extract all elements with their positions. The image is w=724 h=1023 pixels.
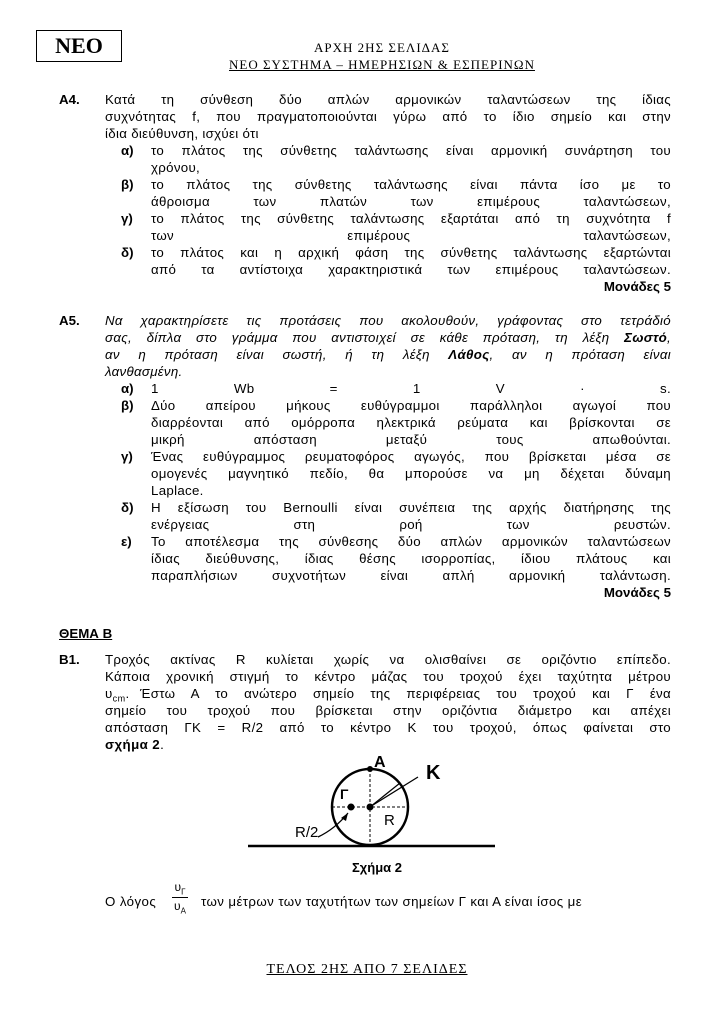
ratio-prefix: Ο λόγος bbox=[105, 894, 157, 909]
a4-option-text: των επιμέρους ταλαντώσεων, bbox=[151, 228, 671, 243]
figure-caption: Σχήμα 2 bbox=[351, 860, 402, 875]
system-heading bbox=[0, 57, 724, 73]
a4-option-label: β) bbox=[121, 177, 134, 192]
a5-option-text: μικρή απόσταση μεταξύ τους απωθούνται. bbox=[151, 432, 671, 447]
page-footer bbox=[0, 962, 724, 978]
label-r-half: R/2 bbox=[295, 824, 319, 841]
a4-option-text: άθροισμα των πλατών των επιμέρους ταλαντώσεων, bbox=[151, 194, 671, 209]
a4-option-text: το πλάτος της σύνθετης ταλάντωσης είναι αρμονική συνάρτηση του bbox=[151, 143, 671, 158]
a5-option-label: α) bbox=[121, 381, 134, 396]
a5-marks: Μονάδες 5 bbox=[603, 585, 671, 600]
a5-option-text: Η εξίσωση του Bernoulli είναι συνέπεια της αρχής διατήρησης της bbox=[151, 500, 671, 515]
a5-option-text: Ένας ευθύγραμμος ρευματοφόρος αγωγός, που βρίσκεται μέσα σε bbox=[151, 449, 671, 464]
a5-intro-line: Να χαρακτηρίσετε τις προτάσεις που ακολουθούν, γράφοντας στο τετράδιό bbox=[105, 313, 671, 328]
label-g: Γ bbox=[340, 786, 349, 802]
ratio-numerator bbox=[172, 880, 188, 898]
a4-marks: Μονάδες 5 bbox=[603, 279, 671, 294]
figure-ref-end: . bbox=[160, 737, 165, 752]
b1-text-line: Κάποια χρονική στιγμή το κέντρο μάζας του τροχού έχει ταχύτητα μέτρου bbox=[105, 669, 671, 684]
wheel-figure bbox=[240, 755, 500, 855]
b1-text-line: σημείο του τροχού που βρίσκεται στην οριζόντια διάμετρο και απέχει bbox=[105, 703, 671, 718]
page-footer-text: ΤΕΛΟΣ 2ΗΣ ΑΠΟ 7 ΣΕΛΙΔΕΣ bbox=[266, 962, 468, 977]
page-start-heading: ΑΡΧΗ 2ΗΣ ΣΕΛΙΔΑΣ bbox=[314, 40, 450, 55]
question-b1-label: Β1. bbox=[59, 652, 80, 667]
label-r: R bbox=[384, 812, 395, 829]
b1-text-line: Έστω Α το ανώτερο σημείο της περιφέρειας του τροχού και Γ ένα bbox=[140, 686, 671, 701]
b1-vcm-symbol: $\upsilon_{cm}$. bbox=[105, 686, 130, 704]
a5-option-label: γ) bbox=[121, 449, 133, 464]
velocity-symbol: υ bbox=[105, 686, 113, 701]
b1-figure-ref bbox=[105, 736, 164, 753]
a5-option-text: ίδιας διεύθυνσης, ίδιας θέσης ισορροπίας, ίδιου πλάτους και bbox=[151, 551, 671, 566]
a4-option-text: χρόνου, bbox=[151, 160, 201, 175]
a5-option-text: ενέργειας στη ροή των ρευστών. bbox=[151, 517, 671, 532]
label-a: A bbox=[374, 755, 386, 771]
a4-intro-line: ίδια διεύθυνση, ισχύει ότι bbox=[105, 126, 259, 141]
a4-intro-line: Κατά τη σύνθεση δύο απλών αρμονικών ταλαντώσεων της ίδιας bbox=[105, 92, 671, 107]
theme-b-heading: ΘΕΜΑ Β bbox=[59, 626, 113, 641]
point-a bbox=[367, 766, 373, 772]
question-a5-label: Α5. bbox=[59, 313, 80, 328]
a5-option-text: Laplace. bbox=[151, 483, 204, 498]
point-g bbox=[348, 804, 355, 811]
a5-option-text: διαρρέονται από ομόρροπα ηλεκτρικά ρεύματα και βρίσκονται σε bbox=[151, 415, 671, 430]
a4-option-label: γ) bbox=[121, 211, 133, 226]
wrong-word: Λάθος bbox=[448, 347, 490, 362]
new-system-badge: ΝΕΟ bbox=[36, 30, 122, 62]
a4-option-text: το πλάτος και η αρχική φάση της σύνθετης ταλάντωσης εξαρτώνται bbox=[151, 245, 671, 260]
den-symbol: υ bbox=[174, 899, 181, 914]
a4-option-label: α) bbox=[121, 143, 134, 158]
num-subscript: Γ bbox=[181, 887, 186, 897]
a5-intro-line bbox=[105, 329, 671, 346]
ratio-denominator bbox=[172, 898, 188, 915]
a5-option-text: παραπλήσιων συχνοτήτων είναι απλή αρμονική ταλάντωση. bbox=[151, 568, 671, 583]
label-k: K bbox=[426, 762, 441, 784]
b1-text-line: Τροχός ακτίνας R κυλίεται χωρίς να ολισθαίνει σε οριζόντιο επίπεδο. bbox=[105, 652, 671, 667]
a5-option-text: Δύο απείρου μήκους ευθύγραμμοι παράλληλοι αγωγοί που bbox=[151, 398, 671, 413]
figure-ref-text: σχήμα 2 bbox=[105, 737, 161, 752]
a5-option-text: ομογενές μαγνητικό πεδίο, θα μπορούσε να μη δέχεται δύναμη bbox=[151, 466, 671, 481]
a5-option-text: 1 Wb = 1 V · s. bbox=[151, 381, 671, 396]
velocity-subscript: cm bbox=[112, 693, 126, 704]
num-symbol: υ bbox=[174, 880, 182, 894]
a5-intro-line: λανθασμένη. bbox=[105, 364, 183, 379]
a5-option-label: δ) bbox=[121, 500, 134, 515]
den-subscript: Α bbox=[180, 906, 186, 916]
a5-option-label: β) bbox=[121, 398, 134, 413]
b1-text-line: απόσταση ΓΚ = R/2 από το κέντρο Κ του τροχού, όπως φαίνεται στο bbox=[105, 720, 671, 735]
a4-intro-line: συχνότητας f, που πραγματοποιούνται γύρω από το ίδιο σημείο και στην bbox=[105, 109, 671, 124]
ratio-suffix: των μέτρων των ταχυτήτων των σημείων Γ και Α είναι ίσος με bbox=[201, 894, 583, 909]
k-pointer bbox=[373, 777, 418, 805]
a4-option-text: από τα αντίστοιχα χαρακτηριστικά των επιμέρους ταλαντώσεων. bbox=[151, 262, 671, 277]
a5-intro-text: σας, δίπλα στο γράμμα που αντιστοιχεί σε κάθε πρόταση, τη λέξη bbox=[105, 330, 625, 345]
a4-option-text: το πλάτος της σύνθετης ταλάντωσης εξαρτάται από τη συχνότητα f bbox=[151, 211, 671, 226]
a5-option-text: Το αποτέλεσμα της σύνθεσης δύο απλών αρμονικών ταλαντώσεων bbox=[151, 534, 671, 549]
a5-option-label: ε) bbox=[121, 534, 132, 549]
ratio-fraction bbox=[172, 880, 188, 916]
system-heading-text: ΝΕΟ ΣΥΣΤΗΜΑ – ΗΜΕΡΗΣΙΩΝ & ΕΣΠΕΡΙΝΩΝ bbox=[229, 57, 535, 72]
a5-intro-line bbox=[105, 346, 671, 363]
question-a4-label: Α4. bbox=[59, 92, 80, 107]
a5-intro-text: , αν η πρόταση είναι bbox=[489, 347, 671, 362]
a5-intro-text: , bbox=[667, 330, 671, 345]
a4-option-label: δ) bbox=[121, 245, 134, 260]
a4-option-text: το πλάτος της σύνθετης ταλάντωσης είναι πάντα ίσο με το bbox=[151, 177, 671, 192]
a5-intro-text: αν η πρόταση είναι σωστή, ή τη λέξη bbox=[105, 347, 449, 362]
correct-word: Σωστό bbox=[624, 330, 667, 345]
